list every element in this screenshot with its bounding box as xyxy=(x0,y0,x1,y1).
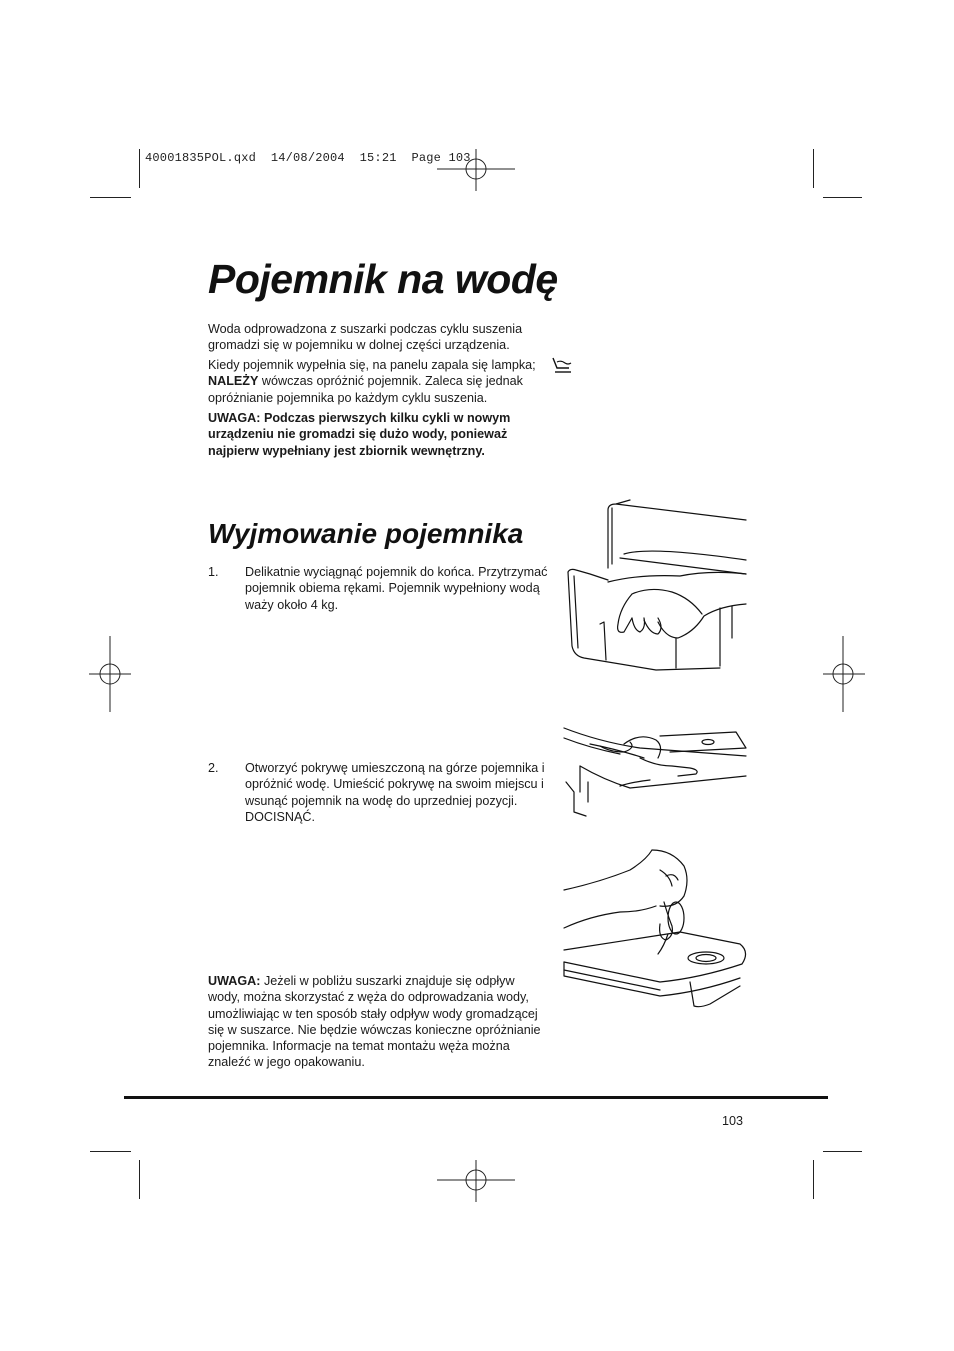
intro-p2-text-b: wówczas opróżnić pojemnik. Zaleca się jednak opróżnianie pojemnika po każdym cyklu suszenia. xyxy=(208,374,523,405)
intro-p2-text-a: Kiedy pojemnik wypełnia się, na panelu zapala się lampka; xyxy=(208,358,536,372)
step-1-text: Delikatnie wyciągnąć pojemnik do końca. Przytrzymać pojemnik obiema rękami. Pojemnik wypełniony wodą waży około 4 kg. xyxy=(245,565,548,612)
intro-warning xyxy=(208,410,553,459)
print-slug: 40001835POL.qxd 14/08/2004 15:21 Page 103 xyxy=(145,151,471,165)
hose-note-bold: UWAGA: xyxy=(208,974,261,988)
step-2-number: 2. xyxy=(208,761,219,775)
page-number: 103 xyxy=(722,1114,744,1128)
registration-mark-icon xyxy=(821,636,865,714)
intro-paragraph-2 xyxy=(208,357,553,406)
intro-p2-bold: NALEŻY xyxy=(208,374,259,389)
registration-mark-icon xyxy=(437,1158,517,1204)
illustration-pull-container xyxy=(560,498,750,673)
step-2-text: Otworzyć pokrywę umieszczoną na górze pojemnika i opróżnić wodę. Umieścić pokrywę na swoim miejscu i wsunąć pojemnik na wodę do uprzedniej pozycji. DOCISNĄĆ. xyxy=(245,761,545,824)
intro-warning-bold: UWAGA: Podczas pierwszych kilku cykli w nowym urządzeniu nie gromadzi się dużo wody, ponieważ najpierw wypełniany jest zbiornik wewnętrzny. xyxy=(208,411,511,458)
illustration-open-lid xyxy=(560,722,750,820)
footer-rule xyxy=(124,1096,828,1099)
registration-mark-icon xyxy=(89,636,133,714)
illustration-hose-connection xyxy=(560,846,750,1014)
intro-paragraph-1: Woda odprowadzona z suszarki podczas cyklu suszenia gromadzi się w pojemniku w dolnej części urządzenia. xyxy=(208,322,523,353)
hose-note xyxy=(208,973,550,1071)
step-1-number: 1. xyxy=(208,565,219,579)
hose-note-text: Jeżeli w pobliżu suszarki znajduje się odpływ wody, można skorzystać z węża do odprowadzania wody, umożliwiając w ten sposób stały odpływ wody gromadzącej się w suszarce. Nie będzie wówczas konieczne opróżnianie pojemnika. Informacje na temat montażu węża można znaleźć w jego opakowaniu. xyxy=(208,974,541,1070)
page-title: Pojemnik na wodę xyxy=(208,256,558,302)
water-container-lamp-icon xyxy=(551,356,573,374)
section-title: Wyjmowanie pojemnika xyxy=(208,518,524,549)
